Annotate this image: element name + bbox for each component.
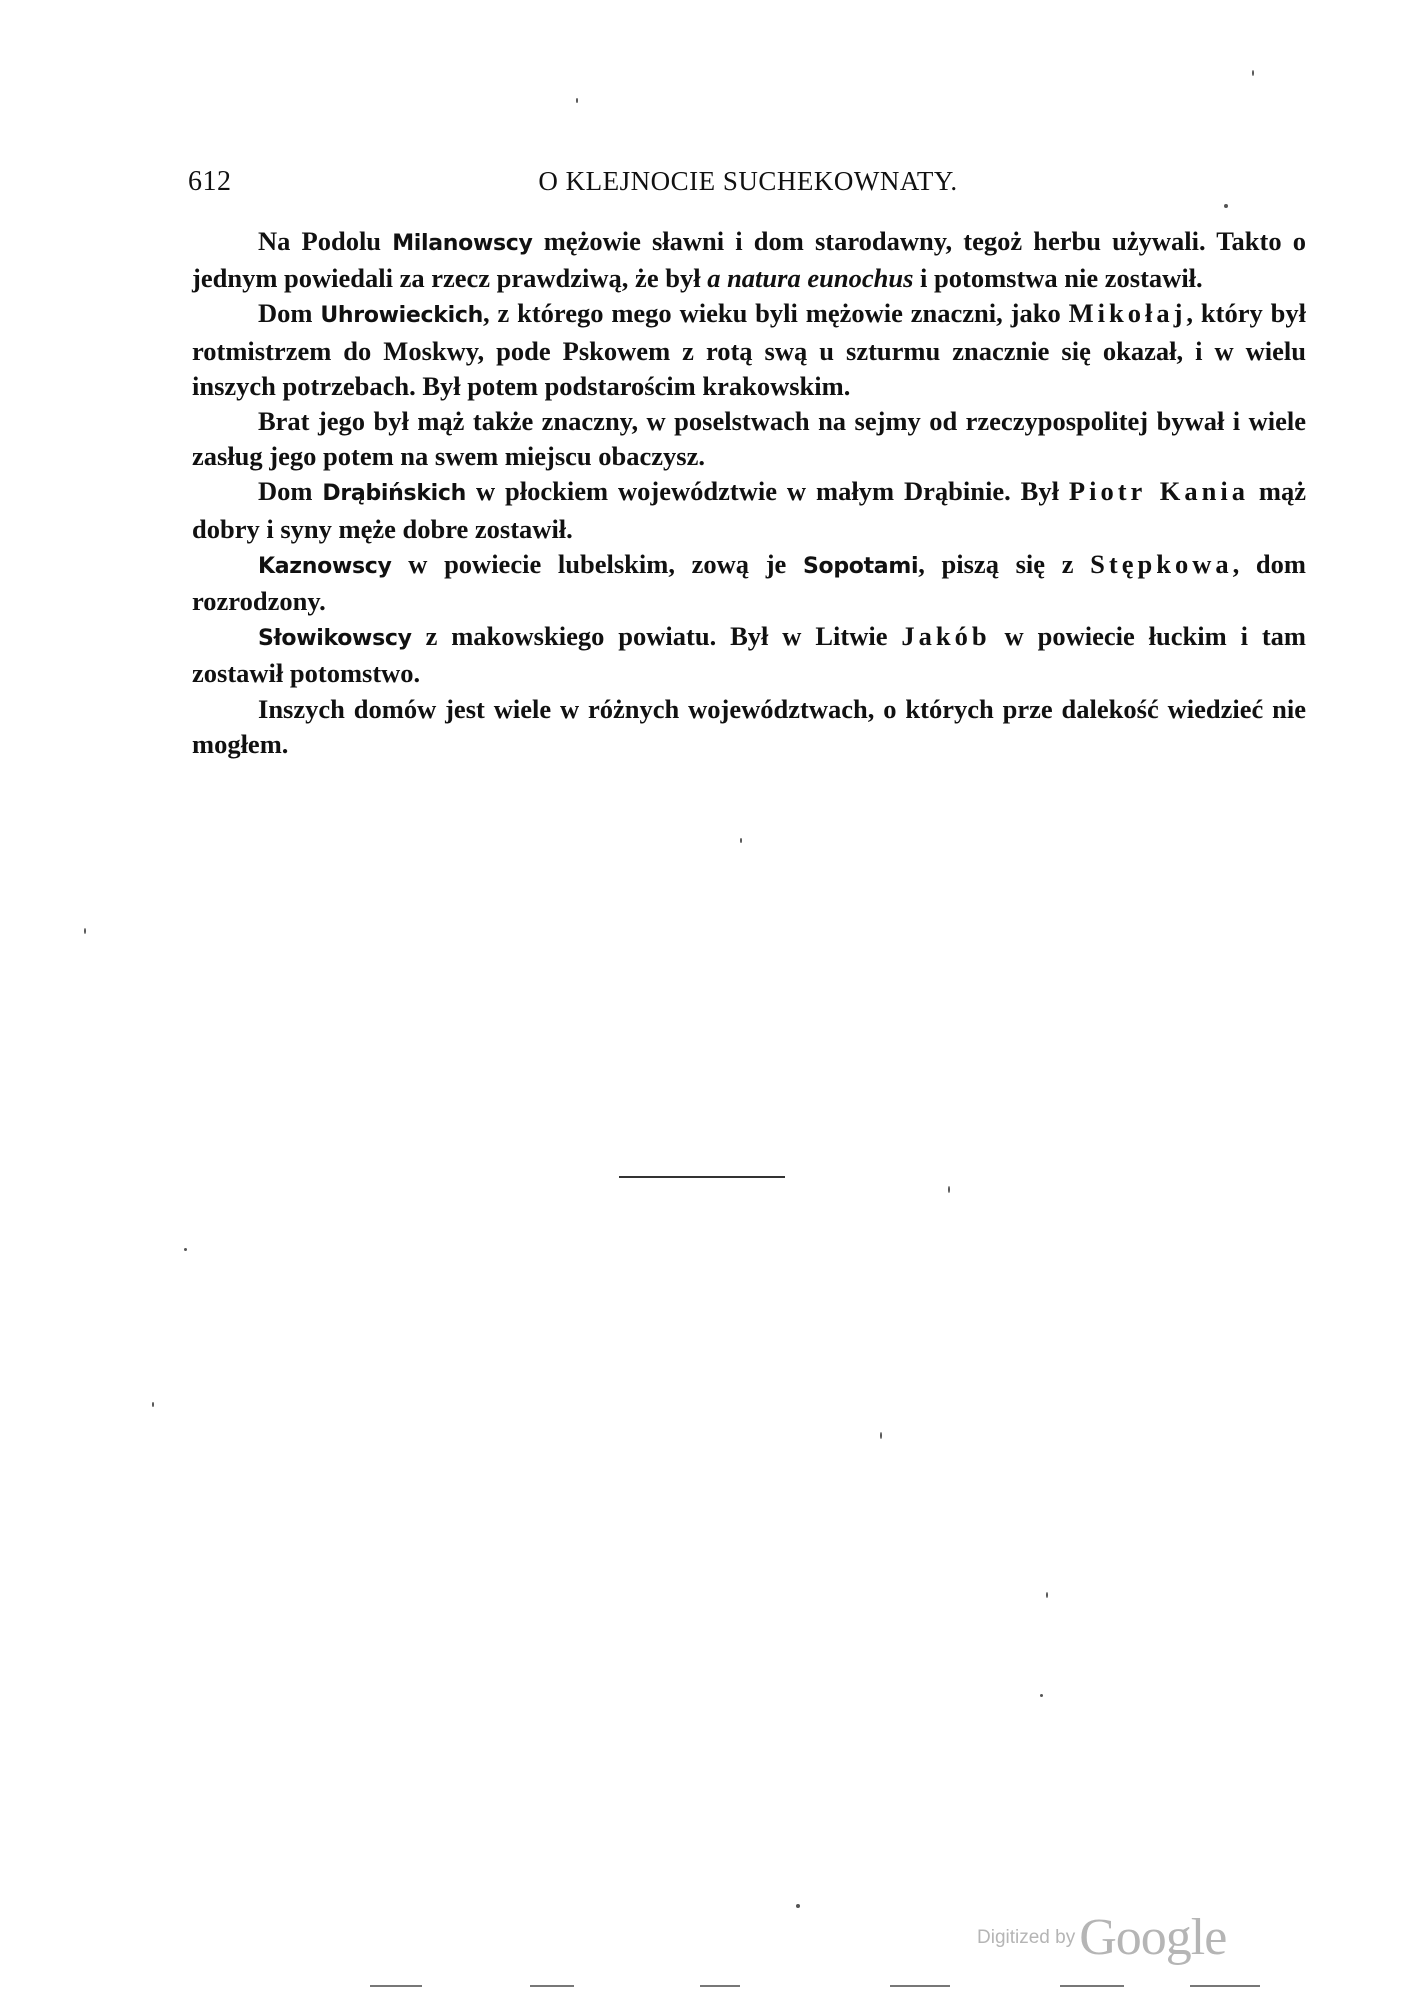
scan-speck — [1046, 1592, 1048, 1598]
section-rule — [619, 1176, 785, 1178]
text-run: mąż dobry i syny męże dobre zostawił. — [192, 476, 1307, 544]
text-run: Inszych domów jest wiele w różnych województwach, o których prze dalekość wiedzieć nie mogłem. — [192, 693, 1306, 759]
scan-speck — [1224, 204, 1228, 208]
scan-speck — [184, 1248, 187, 1251]
place-name: Stępkowa — [1090, 548, 1233, 579]
family-name: Uhrowieckich — [320, 303, 483, 329]
text-run: Na Podolu — [258, 226, 393, 256]
text-run: w powiecie łuckim i tam zostawił potomstwo. — [192, 621, 1306, 689]
scan-edge-mark — [890, 1985, 950, 1987]
scan-edge-mark — [530, 1985, 574, 1987]
scan-speck — [948, 1186, 950, 1193]
scan-edge-mark — [1190, 1985, 1260, 1987]
person-name: Mikołaj — [1068, 298, 1187, 329]
text-run: , który był rotmistrzem do Moskwy, pode Pskowem z rotą swą u szturmu znacznie się okazał, i w wielu inszych potrzebach. Był potem podstarościm krakowskim. — [192, 298, 1306, 401]
text-run: mężowie sławni i dom starodawny, tegoż herbu używali. Takto o jednym powiedali za rzecz prawdziwą, że był — [192, 226, 1306, 294]
paragraph-milanowscy — [192, 224, 1306, 296]
paragraph-inszych — [192, 692, 1306, 762]
page-header — [188, 166, 1308, 206]
text-run: w powiecie lubelskim, zową je — [391, 548, 803, 579]
text-run: Dom — [258, 476, 323, 507]
digitized-by-google-watermark — [977, 1908, 1226, 1967]
paragraph-uhrowieckich — [192, 296, 1306, 404]
family-name: Sopotami — [802, 553, 919, 579]
paragraph-kaznowscy — [192, 547, 1306, 619]
scan-edge-marks — [370, 1985, 1270, 1988]
text-run: , piszą się z — [918, 548, 1091, 579]
scan-speck — [740, 838, 742, 843]
text-run: w płockiem województwie w małym Drąbinie. Był — [466, 476, 1069, 507]
latin-phrase: a natura eunochus — [707, 263, 914, 294]
watermark-small-text: Digitized by — [977, 1926, 1076, 1948]
text-run: z makowskiego powiatu. Był w Litwie — [411, 621, 902, 652]
paragraph-slowikowscy — [192, 619, 1306, 691]
text-run: , z którego mego wieku byli mężowie znaczni, jako — [482, 298, 1069, 329]
page-number: 612 — [188, 166, 232, 197]
paragraph-brat — [192, 404, 1306, 474]
scan-speck — [152, 1402, 154, 1407]
scan-edge-mark — [370, 1985, 422, 1987]
text-run: Brat jego był mąż także znaczny, w poselstwach na sejmy od rzeczypospolitej bywał i wiele zasług jego potem na swem miejscu obaczysz. — [192, 406, 1306, 472]
running-head: O KLEJNOCIE SUCHEKOWNATY. — [538, 166, 958, 196]
family-name: Milanowscy — [392, 231, 533, 256]
text-run: Dom — [258, 298, 321, 329]
family-name: Kaznowscy — [258, 553, 392, 579]
scan-speck — [796, 1904, 800, 1908]
family-name: Słowikowscy — [258, 626, 412, 652]
person-name: Jakób — [901, 621, 991, 652]
scan-edge-mark — [700, 1985, 740, 1987]
scan-speck — [84, 928, 86, 934]
main-text — [192, 224, 1306, 762]
paragraph-drabinskich — [192, 474, 1306, 546]
scan-speck — [1252, 70, 1254, 76]
scan-edge-mark — [1060, 1985, 1124, 1987]
scan-speck — [1040, 1694, 1043, 1697]
text-run: i potomstwa nie zostawił. — [913, 263, 1203, 294]
person-name: Piotr Kania — [1068, 476, 1249, 507]
google-logo: Google — [1079, 1909, 1227, 1966]
scan-speck — [576, 98, 578, 103]
text-run: , dom rozrodzony. — [192, 548, 1306, 617]
scan-speck — [880, 1432, 882, 1439]
family-name: Drąbińskich — [322, 481, 466, 507]
